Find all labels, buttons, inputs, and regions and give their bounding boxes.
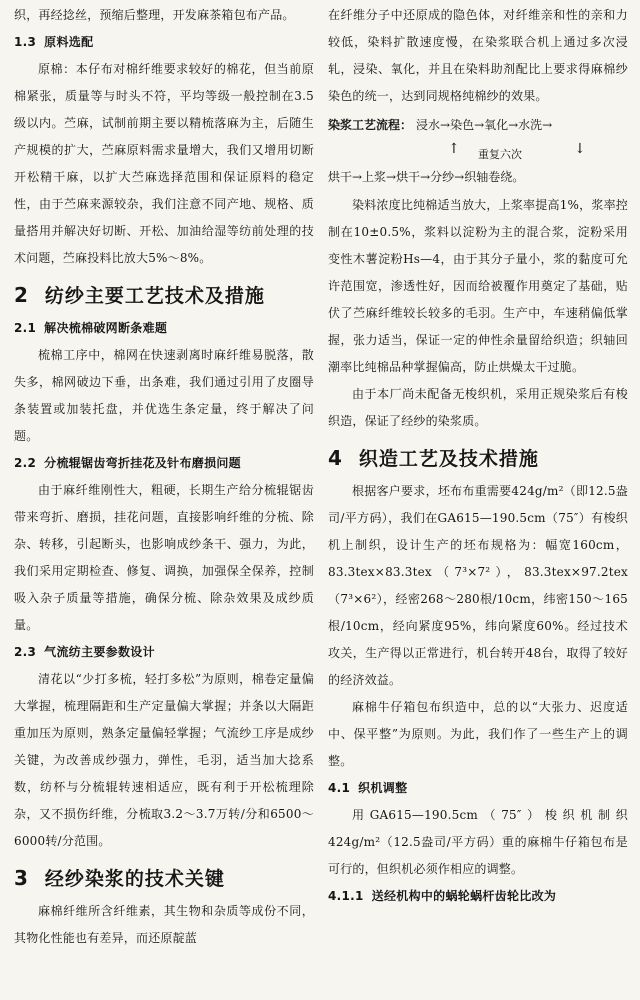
- process-flow-steps-2: 烘干→上浆→烘干→分纱→织轴卷绕。: [328, 170, 525, 184]
- section-number: 3: [14, 866, 29, 890]
- subheading-number: 1.3: [14, 35, 37, 49]
- process-flow-loop: [328, 138, 628, 164]
- subheading-4-1: [328, 775, 628, 802]
- paragraph-fabric-spec: 根据客户要求，坯布布重需要424g/m²（即12.5盎司/平方码），我们在GA615—190.5cm（75″）有梭织机上制织，设计生产的坯布规格为：幅宽160cm，83.3tex×83.3tex（7³×7²），83.3tex×97.2tex（7³×6²），经密268～280根/10cm，纬密150～165根/10cm，经向紧度95%，纬向紧度60%。经过技术攻关，生产得以正常进行，机台转开48台，取得了较好的经济效益。: [328, 484, 628, 687]
- subheading-4-1-1: [328, 883, 628, 910]
- subheading-title: 解决梳棉破网断条难题: [44, 321, 168, 335]
- section-heading-3: [14, 863, 314, 894]
- paragraph-sizing: 染料浓度比纯棉适当放大，上浆率提高1%，浆率控制在10±0.5%，浆料以淀粉为主的混合浆，淀粉采用变性木薯淀粉Hs—4，由于其分子量小，浆的黏度可允许范围宽，渗透性好，因而给被覆作用奠定了基础，贴伏了苎麻纤维较长较多的毛羽。生产中，车速稍偏低掌握，张力适当，保证一定的伸性余量留给织造；织轴回潮率比纯棉品种掌握偏高，防止烘燥太干过脆。: [328, 198, 628, 374]
- process-flow-repeat: 重复六次: [478, 148, 522, 161]
- paragraph-weaving-principle: 麻棉牛仔箱包布织造中，总的以“大张力、迟度适中、保平整”为原则。为此，我们作了一些生产上的调整。: [328, 700, 628, 768]
- subheading-2-3: [14, 639, 314, 666]
- paragraph-raw-material: 原棉：本仔布对棉纤维要求较好的棉花，但当前原棉紧张，质量等与时头不符，平均等级一般控制在3.5级以内。苎麻，试制前期主要以精梳落麻为主，后随生产规模的扩大，苎麻原料需求量增大，我们又增用切断开松精干麻，以扩大苎麻选择范围和保证原料的稳定性，由于苎麻来源较杂，我们注意不同产地、规格、质量搭用并解决好切断、开松、加油给湿等纺前处理的技术问题，苎麻投料比放大5%～8%。: [14, 62, 314, 265]
- subheading-title: 原料选配: [44, 35, 94, 49]
- subheading-2-1: [14, 315, 314, 342]
- section-number: 2: [14, 283, 29, 307]
- section-heading-4: [328, 443, 628, 474]
- subheading-number: 2.1: [14, 321, 37, 335]
- paragraph-intro-end: 织，再经捻丝，预缩后整理，开发麻茶箱包布产品。: [14, 8, 295, 22]
- paragraph-dyeing-cont: 在纤维分子中还原成的隐色体，对纤维亲和性的亲和力较低，染料扩散速度慢，在染浆联合机上通过多次浸轧，浸染、氧化，并且在染料助剂配比上要求得麻棉纱染色的统一，达到同规格纯棉纱的效果。: [328, 8, 628, 103]
- process-flow-label: 染浆工艺流程：: [328, 118, 413, 132]
- subheading-title: 织机调整: [358, 781, 408, 795]
- paragraph-airjet-params: 清花以“少打多梳，轻打多松”为原则，棉卷定量偏大掌握，梳理隔距和生产定量偏大掌握；并条以大隔距重加压为原则，熟条定量偏轻掌握；气流纱工序是成纱关键，为改善成纱强力，弹性，毛羽，适当加大捻系数，纺杯与分梳辊转速相适应，既有利于开松梳理除杂，又不损伤纤维，分梳取3.2～3.7万转/分和6500～6000转/分范围。: [14, 672, 314, 848]
- section-number: 4: [328, 446, 343, 470]
- process-flow-steps-1: 浸水→染色→氧化→水洗→: [416, 118, 553, 132]
- subheading-title: 送经机构中的蜗轮蜗杆齿轮比改为: [371, 889, 557, 903]
- section-title: 织造工艺及技术措施: [358, 448, 539, 470]
- subheading-1-3: [14, 29, 314, 56]
- process-flow: [328, 112, 628, 190]
- subheading-number: 4.1: [328, 781, 351, 795]
- arrow-down-icon: ↓: [574, 141, 586, 157]
- paragraph-roller-teeth: 由于麻纤维刚性大，粗硬，长期生产给分梳辊锯齿带来弯折、磨损，挂花问题，直接影响纤维的分梳、除杂、转移，引起断头，也影响成纱条干、强力，为此，我们采用定期检查、修复、调换，加强保全保养，控制吸入杂子质量等措施，确保分梳、除杂效果及成纱质量。: [14, 483, 314, 632]
- subheading-title: 分梳辊锯齿弯折挂花及针布磨损问题: [44, 456, 241, 470]
- paragraph-loom-adjust: 用GA615—190.5cm（75″）梭织机制织424g/m²（12.5盎司/平方码）重的麻棉牛仔箱包布是可行的，但织机必须作相应的调整。: [328, 808, 628, 876]
- section-heading-2: [14, 280, 314, 311]
- subheading-2-2: [14, 450, 314, 477]
- subheading-number: 2.2: [14, 456, 37, 470]
- arrow-up-icon: ↑: [448, 141, 460, 157]
- paragraph-carding: 梳棉工序中，棉网在快速剥离时麻纤维易脱落，散失多，棉网破边下垂，出条难，我们通过引用了皮圈导条装置或加装托盘，并优选生条定量，终于解决了问题。: [14, 348, 314, 443]
- subheading-number: 2.3: [14, 645, 37, 659]
- subheading-number: 4.1.1: [328, 889, 364, 903]
- subheading-title: 气流纺主要参数设计: [44, 645, 155, 659]
- paragraph-dyeing-intro: 麻棉纤维所含纤维素，其生物和杂质等成份不同，其物化性能也有差异，而还原靛蓝: [14, 904, 314, 945]
- left-column: [14, 2, 314, 1000]
- paragraph-shuttle-loom: 由于本厂尚未配备无梭织机，采用正规染浆后有梭织造，保证了经纱的染浆质。: [328, 387, 628, 428]
- right-column: [328, 2, 628, 1000]
- process-flow-row-1: [328, 112, 628, 138]
- section-title: 经纱染浆的技术关键: [44, 868, 225, 890]
- section-title: 纺纱主要工艺技术及措施: [44, 285, 265, 307]
